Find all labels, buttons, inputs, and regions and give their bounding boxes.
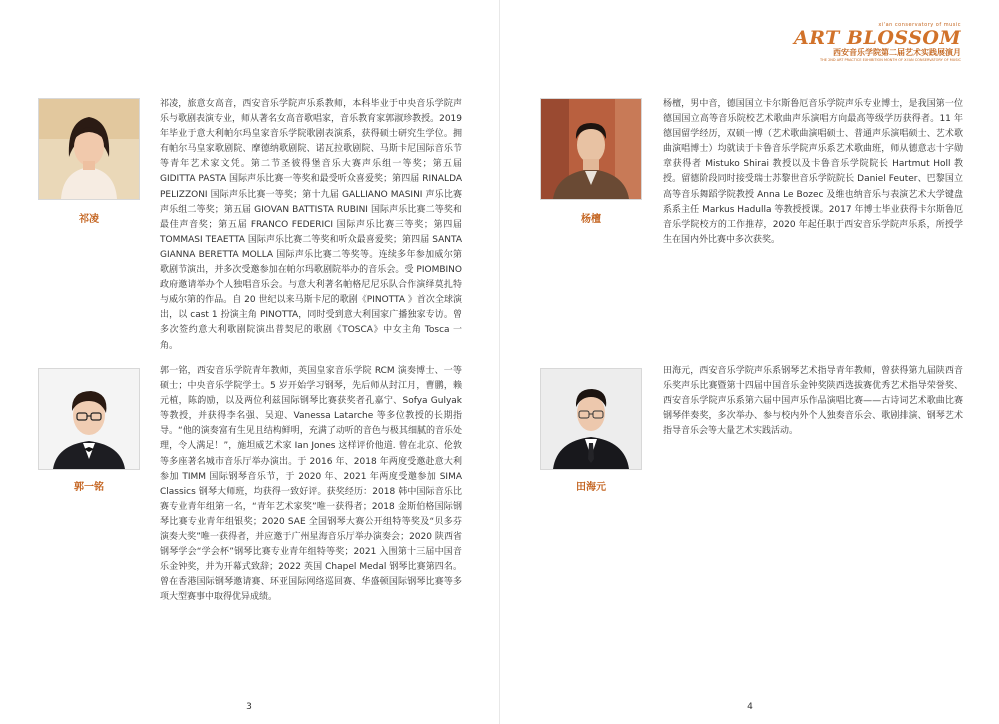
portrait-photo-tianhaiyuan (540, 368, 642, 470)
portrait-photo-yangxin (540, 98, 642, 200)
person-name-tianhaiyuan: 田海元 (576, 482, 606, 493)
bio-text-guoyiming: 郭一铭，西安音乐学院青年教师，英国皇家音乐学院 RCM 演奏博士、一等硕士；中央音乐学院学士。5 岁开始学习钢琴，先后师从封江月，曹鹏，赖元植，陈韵励，以及两位利兹国际钢琴比赛获奖者孔嘉宁、Sofya Gulyak 等教授，并获得李名强、吴迎、Vanessa Latarche 等多位教授的长期指导。“他的演奏富有生见且结构鲜明，充满了动听的音色与极其细腻的音乐处理，令人满足！”，施坦威艺术家 Ian Jones 这样评价他道. 曾在北京、伦敦等多座著名城市音乐厅举办演出。于 2016 年、2018 年两度受邀赴意大利参加 TIMM 国际钢琴音乐节，于 2020 年、2021 年两度受邀参加 SIMA Classics 钢琴大师班，均获得一致好评。获奖经历：2018 韩中国际音乐比赛专业青年组第一名，“青年艺术家奖”唯一获得者；2018 金斯伯格国际钢琴比赛专业青年组银奖；2020 SAE 全国钢琴大赛公开组特等奖及“贝多芬演奏大奖”唯一获得者，并应邀于广州星海音乐厅举办演奏会；2020 陕西省钢琴学会“学会杯”钢琴比赛专业青年组特等奖；2021 入围第十三届中国音乐金钟奖，并为开幕式致辞；2022 英国 Chapel Medal 钢琴比赛第四名。曾在香港国际钢琴邀请赛、环亚国际网络巡回赛、华盛顿国际钢琴比赛等多项大型赛事中取得优异成绩。 (160, 366, 462, 603)
page-left (0, 0, 499, 724)
person-name-qiling: 祁凌 (79, 214, 99, 225)
bio-text-qiling: 祁凌，旅意女高音，西安音乐学院声乐系教师，本科毕业于中央音乐学院声乐与歌剧表演专业，师从著名女高音歌唱家，音乐教育家郭淑珍教授。2019 年毕业于意大利帕尔玛皇家音乐学院歌剧表演系，获得硕士研究生学位。拥有帕尔马皇家歌剧院、摩德纳歌剧院、诺瓦拉歌剧院、马斯卡尼国际音乐节等青年艺术家文凭。第二节圣彼得堡音乐大赛声乐组一等奖；第五届 GIDITTA PASTA 国际声乐比赛一等奖和最受听众喜爱奖；第四届 RINALDA PELIZZONI 国际声乐比赛一等奖；第十九届 GALLIANO MASINI 声乐比赛声乐组二等奖；第五届 GIOVAN BATTISTA RUBINI 国际声乐比赛二等奖和最佳声音奖；第五届 FRANCO FEDERICI 国际声乐比赛三等奖；第四届 TOMMASI TEAETTA 国际声乐比赛二等奖和听众最喜爱奖；第四届 SANTA GIANNA BERETTA MOLLA 国际声乐比赛二等奖等。连续多年参加威尔第歌剧节演出，并多次受邀参加在帕尔玛歌剧院举办的音乐会。受 PIOMBINO 政府邀请举办个人独唱音乐会。与意大利著名帕格尼尼乐队合作演绎莫扎特与威尔第的作品。自 20 世纪以来马斯卡尼的歌剧《PINOTTA 》首次全球演出，以 cast 1 扮演主角 PINOTTA，同时受到意大利国家广播独家专访。曾多次签约意大利歌剧院演出普契尼的歌剧《TOSCA》中女主角 Tosca 一角。 (160, 99, 462, 351)
art-blossom-logo: xi'an conservatory of music ART BLOSSOM 西安音乐学院第二届艺术实践展演月 THE 2ND ART PRACTICE EXHIBITION MONTH OF XI'AN CONSERVATORY OF MUSIC (793, 22, 961, 62)
bio-text-yangxin: 杨檀，男中音，德国国立卡尔斯鲁厄音乐学院声乐专业博士，是我国第一位德国国立高等音乐院校艺术歌曲声乐演唱方向最高等级学历获得者。11 年德国留学经历，双硕一博（艺术歌曲演唱硕士、普通声乐演唱硕士、艺术歌曲演唱博士）均就读于卡鲁音乐学院声乐系艺术歌曲班，师从德意志十字勋章获得者 Mistuko Shirai 教授以及卡鲁音乐学院院长 Hartmut Holl 教授。留德阶段同时接受瑞士苏黎世音乐学院院长 Daniel Feuter、巴黎国立高等音乐舞蹈学院教授 Anna Le Bozec 及维也纳音乐与表演艺术大学键盘系系主任 Markus Hadulla 等教授授课。2017 年博士毕业获得卡尔斯鲁厄音乐学院校方的工作推荐，2020 年起任职于西安音乐学院声乐系，所授学生在国内外比赛中多次获奖。 (663, 99, 963, 245)
person-name-guoyiming: 郭一铭 (74, 482, 104, 493)
page-number-left: 3 (246, 702, 252, 712)
bio-text-tianhaiyuan: 田海元，西安音乐学院声乐系钢琴艺术指导青年教师，曾获得第九届陕西音乐奖声乐比赛暨第十四届中国音乐金钟奖陕西选拔赛优秀艺术指导荣誉奖、西安音乐学院声乐系第六届中国声乐作品演唱比赛——古诗词艺术歌曲比赛钢琴伴奏奖，多次举办、参与校内外个人独奏音乐会、歌剧排演、钢琴艺术指导音乐会等大量艺术实践活动。 (663, 366, 963, 437)
person-name-yangxin: 杨檀 (581, 214, 601, 225)
portrait-photo-qiling (38, 98, 140, 200)
page-right (500, 0, 999, 724)
portrait-photo-guoyiming (38, 368, 140, 470)
page-number-right: 4 (747, 702, 753, 712)
